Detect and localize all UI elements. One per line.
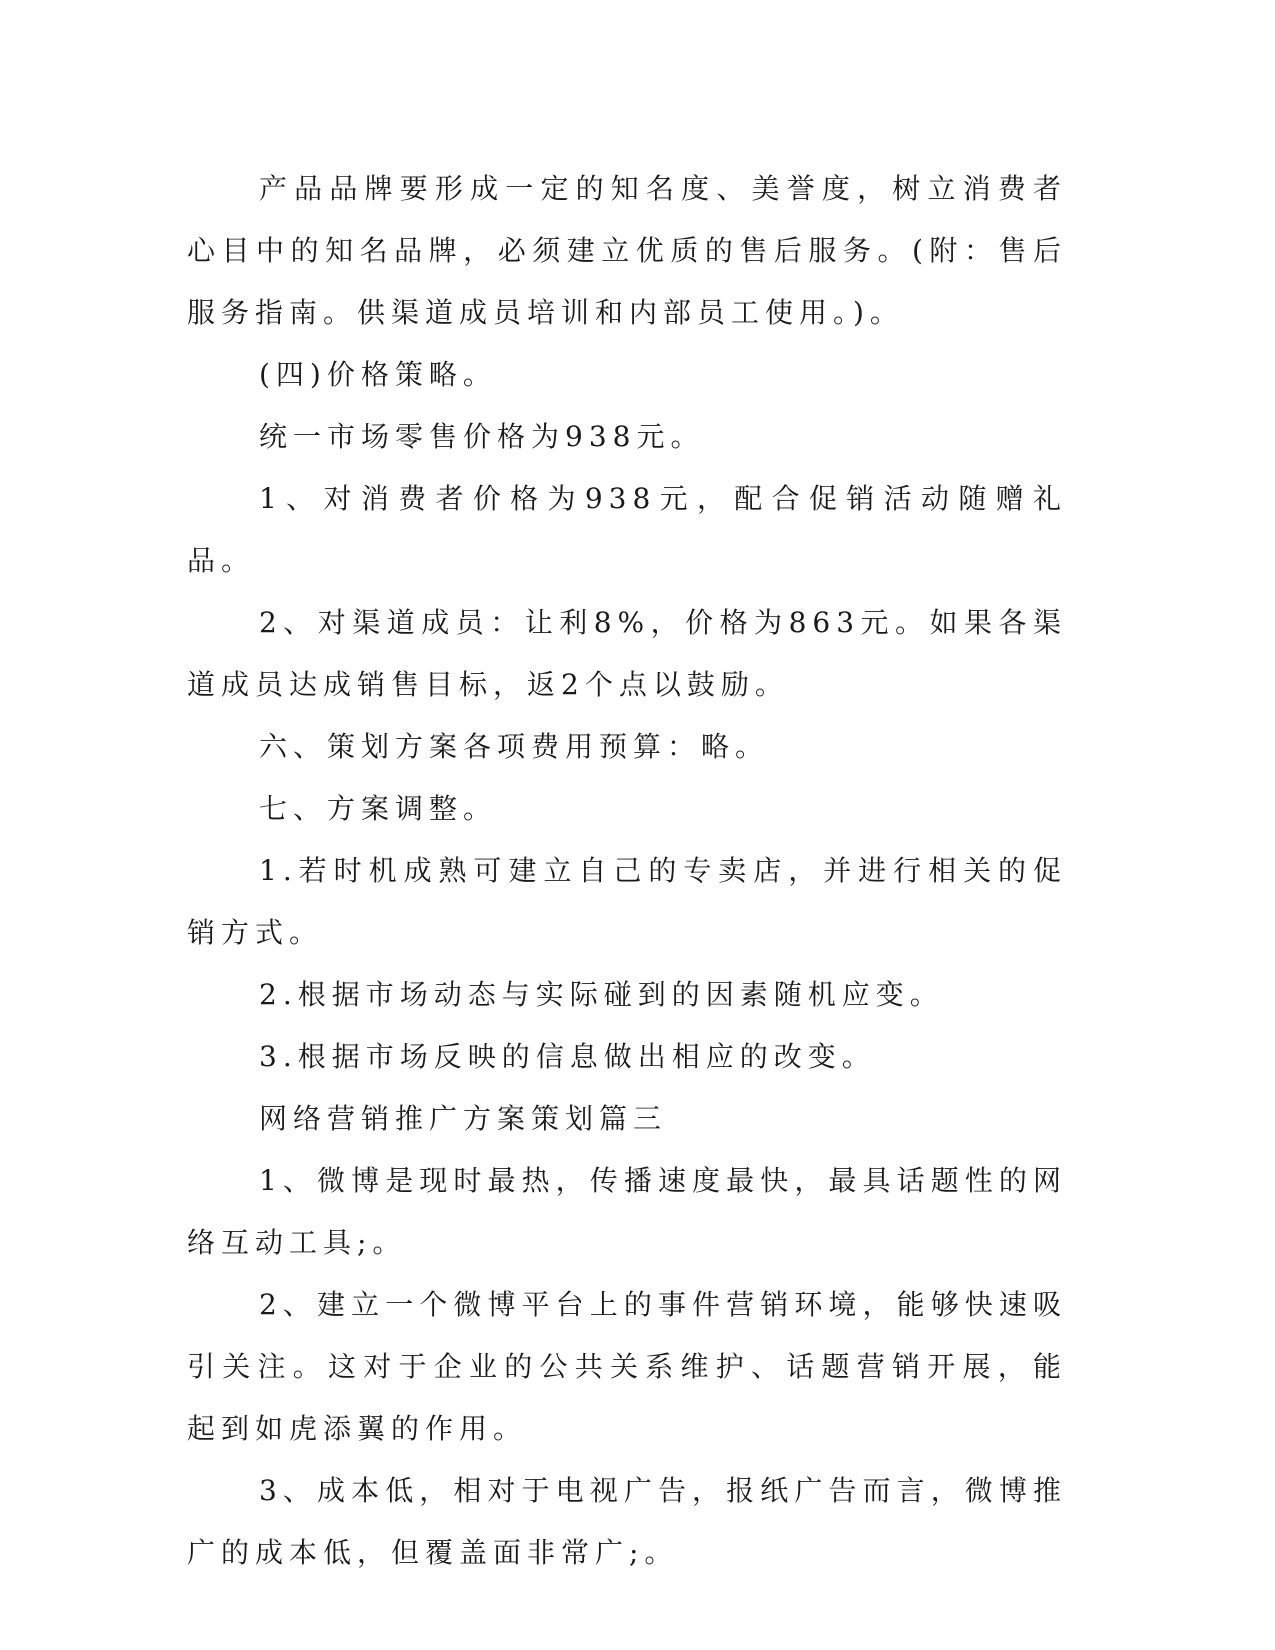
heading-price-strategy: (四)价格策略。 (259, 358, 497, 391)
list-item-weibo-3: 3、成本低，相对于电视广告，报纸广告而言，微博推广的成本低，但覆盖面非常广;。 (187, 1474, 1067, 1569)
list-item-weibo-1: 1、微博是现时最热，传播速度最快，最具话题性的网络互动工具;。 (187, 1164, 1067, 1259)
section-title-part-three: 网络营销推广方案策划篇三 (259, 1102, 668, 1135)
heading-budget: 六、策划方案各项费用预算：略。 (259, 730, 770, 763)
list-item-adjustment-2: 2.根据市场动态与实际碰到的因素随机应变。 (259, 978, 944, 1011)
list-item-consumer-price: 1、对消费者价格为938元，配合促销活动随赠礼品。 (187, 482, 1067, 577)
list-item-weibo-2: 2、建立一个微博平台上的事件营销环境，能够快速吸引关注。这对于企业的公共关系维护、话题营销开展，能起到如虎添翼的作用。 (187, 1288, 1067, 1445)
list-item-adjustment-1: 1.若时机成熟可建立自己的专卖店，并进行相关的促销方式。 (187, 854, 1067, 949)
paragraph-brand-service: 产品品牌要形成一定的知名度、美誉度，树立消费者心目中的知名品牌，必须建立优质的售后服务。(附：售后服务指南。供渠道成员培训和内部员工使用。)。 (187, 172, 1067, 329)
heading-plan-adjustment: 七、方案调整。 (259, 792, 498, 825)
list-item-channel-price: 2、对渠道成员：让利8%，价格为863元。如果各渠道成员达成销售目标，返2个点以鼓励。 (187, 606, 1067, 701)
paragraph-unified-price: 统一市场零售价格为938元。 (259, 420, 705, 453)
document-body (187, 158, 1067, 1584)
list-item-adjustment-3: 3.根据市场反映的信息做出相应的改变。 (259, 1040, 876, 1073)
